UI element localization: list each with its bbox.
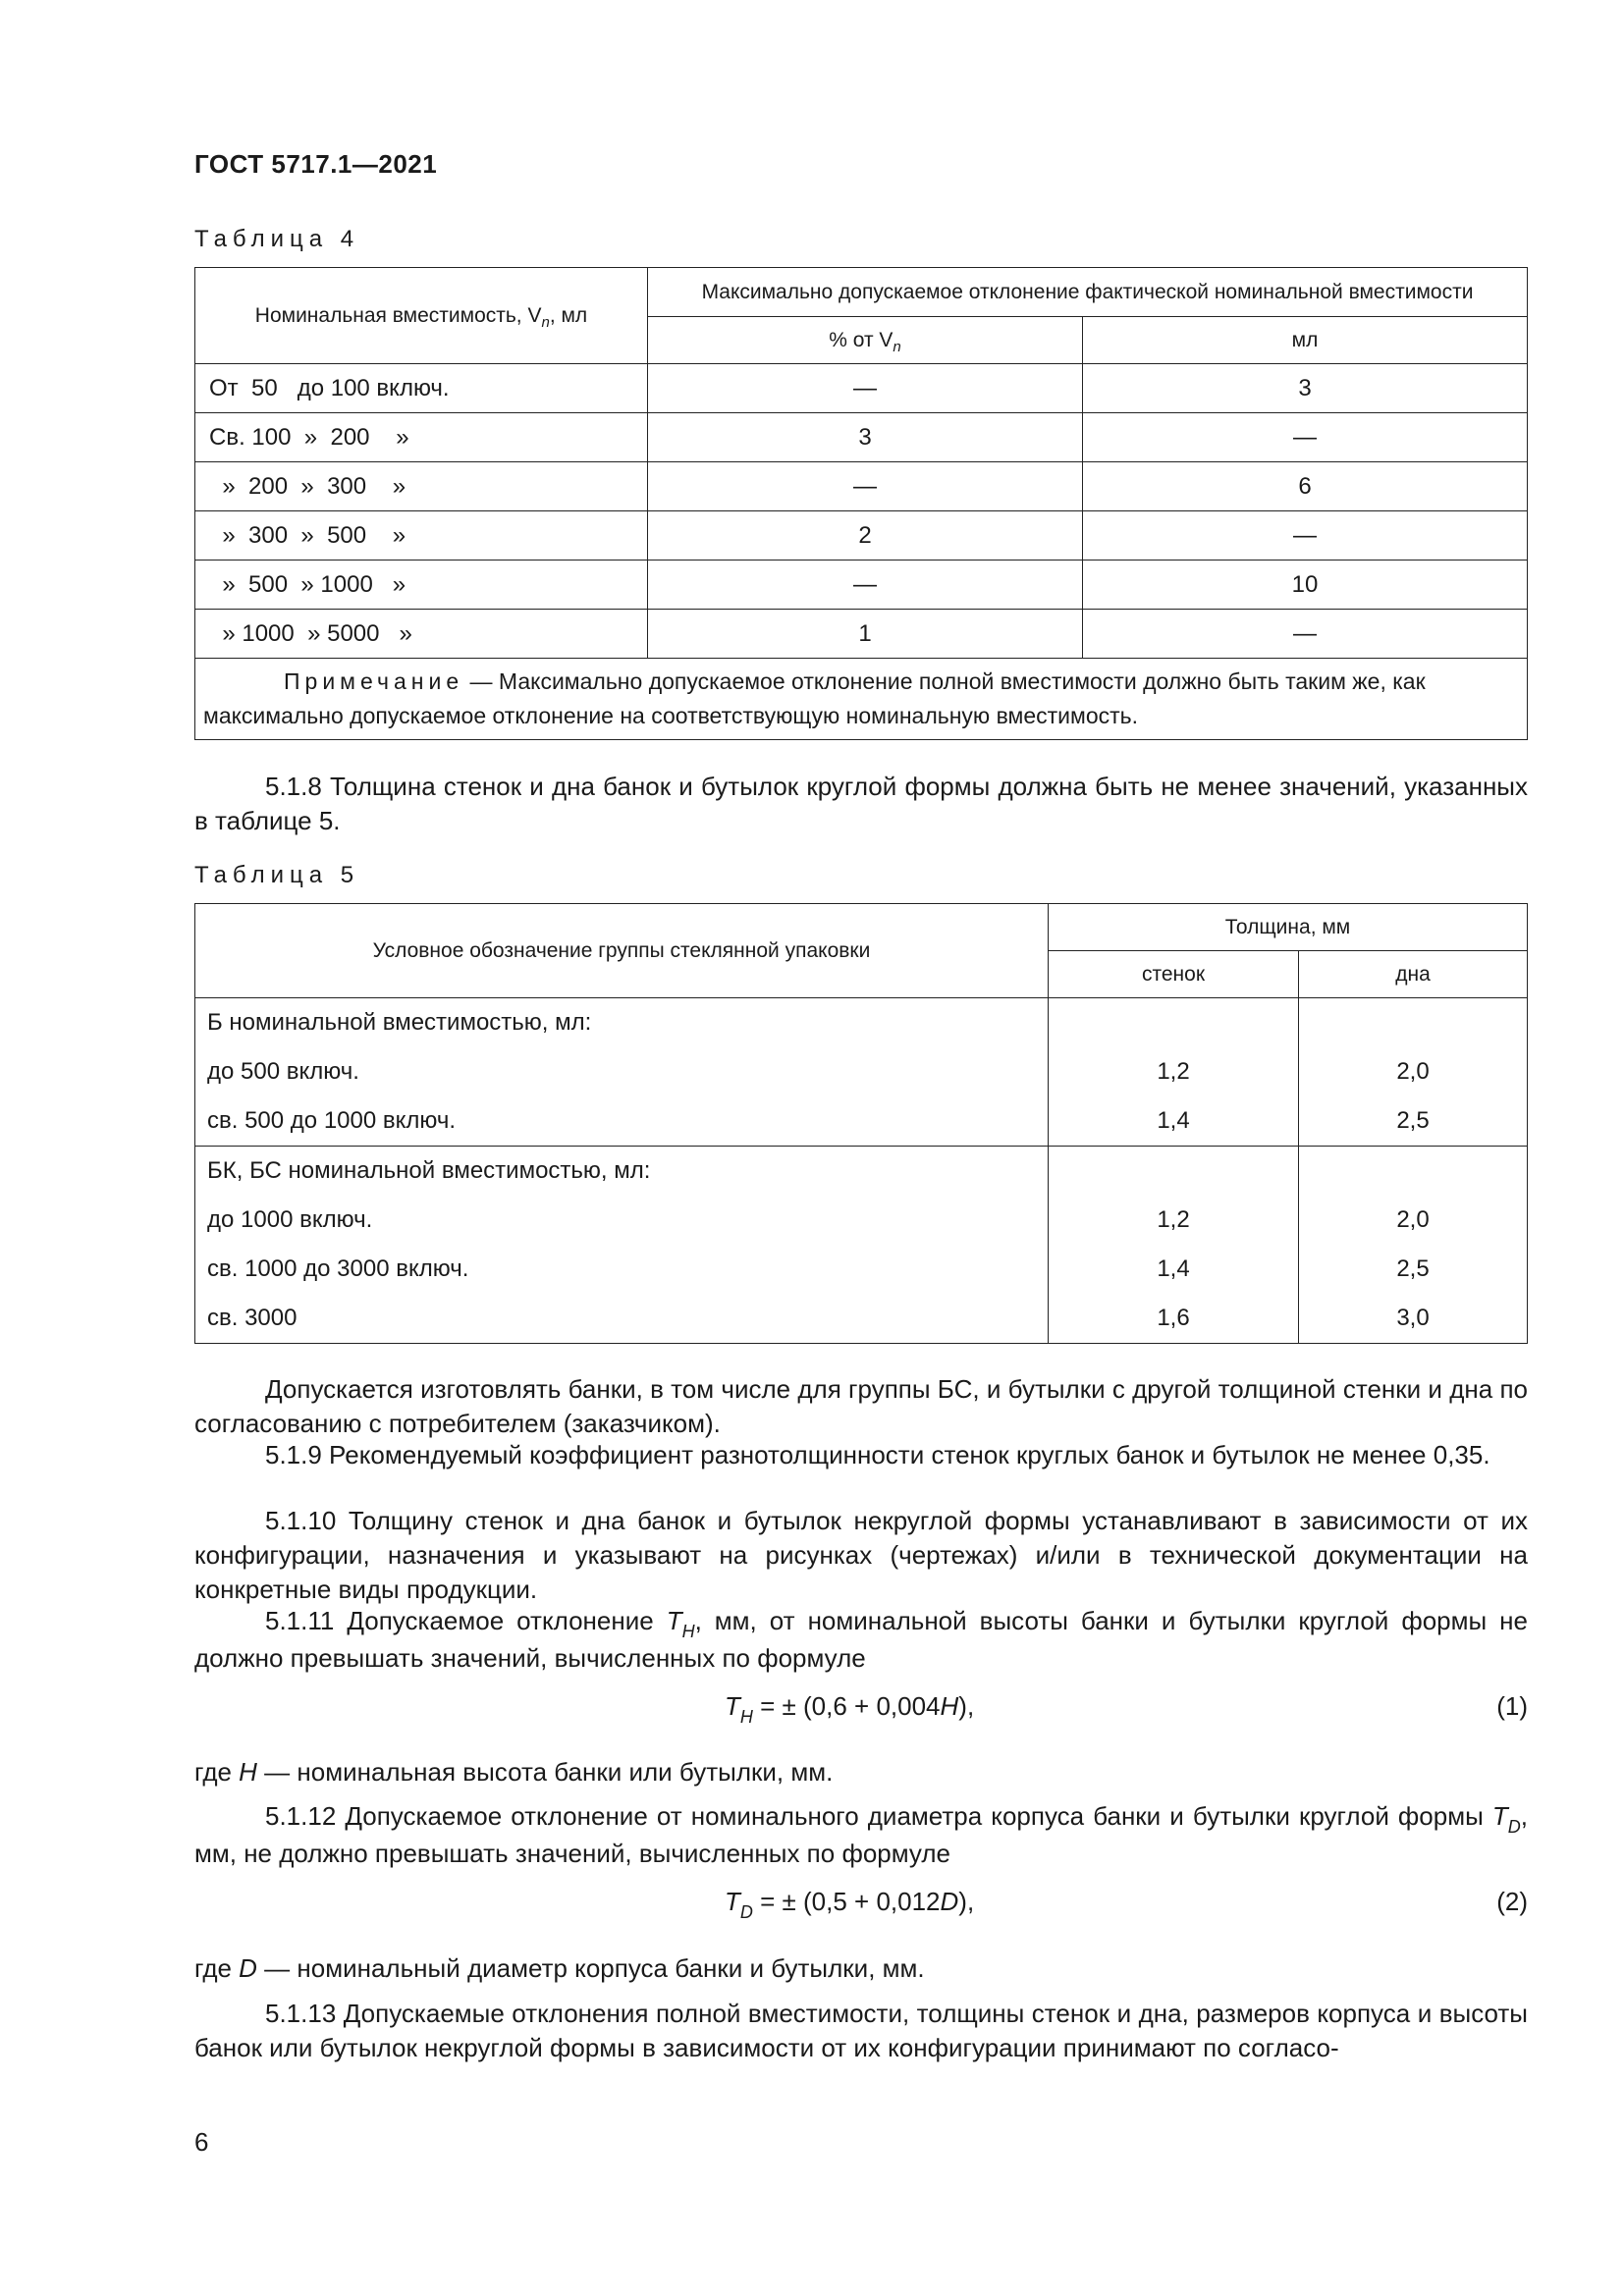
table-4-ml-cell: 10 xyxy=(1083,561,1528,610)
table-5-row-label: до 500 включ. xyxy=(207,1058,359,1085)
where-h: где H — номинальная высота банки или бутылки, мм. xyxy=(194,1757,834,1787)
table-5-caption: Таблица 5 xyxy=(194,862,360,888)
table-5-wall-value: 1,4 xyxy=(1157,1107,1190,1134)
table-4-ml-cell: — xyxy=(1083,511,1528,561)
table-5-label-cell xyxy=(195,998,1049,1147)
table-5-group xyxy=(195,1147,1528,1344)
paragraph-5-1-12: 5.1.12 Допускаемое отклонение от номинального диаметра корпуса банки и бутылки круглой формы $T_D$, мм, не должно превышать значений, вычисленных по формуле xyxy=(194,1801,1528,1868)
table-5-wall-value: 1,4 xyxy=(1157,1255,1190,1282)
table-4-col2-header: % от $V_n$ xyxy=(648,317,1083,364)
table-5-wall-cell xyxy=(1049,998,1299,1147)
table-5-col2-header: стенок xyxy=(1049,951,1299,998)
table-4-col1-header: Номинальная вместимость, $V_n$, мл xyxy=(195,268,648,364)
table-4-ml-cell: 3 xyxy=(1083,364,1528,413)
table-4-row xyxy=(195,462,1528,511)
table-4-range-cell: » 300 » 500 » xyxy=(195,511,648,561)
table-4-pct-cell: 1 xyxy=(648,610,1083,659)
table-4-row xyxy=(195,610,1528,659)
table-5-group-title: Б номинальной вместимостью, мл: xyxy=(207,1009,592,1036)
table-4-ml-cell: — xyxy=(1083,610,1528,659)
table-5-bottom-cell xyxy=(1299,1147,1528,1344)
table-5-group-header: Толщина, мм xyxy=(1049,904,1528,951)
table-4-pct-cell: — xyxy=(648,561,1083,610)
table-5-wall-value: 1,6 xyxy=(1157,1305,1190,1331)
table-4-note: Примечание — Максимально допускаемое отклонение полной вместимости должно быть таким же, как максимально допускаемое отклонение на соответствующую номинальную вместимость. xyxy=(195,659,1528,740)
table-4-row xyxy=(195,561,1528,610)
table-5-col1-header: Условное обозначение группы стеклянной упаковки xyxy=(195,904,1049,998)
table-5-label-cell xyxy=(195,1147,1049,1344)
table-4-ml-cell: — xyxy=(1083,413,1528,462)
table-5-wall-value: 1,2 xyxy=(1157,1058,1190,1085)
paragraph-5-1-11: 5.1.11 Допускаемое отклонение $T_H$, мм, от номинальной высоты банки и бутылки круглой формы не должно превышать значений, вычисленных по формуле xyxy=(194,1606,1529,1673)
page-number: 6 xyxy=(194,2127,209,2157)
formula-2: $T_D$ = ± (0,5 + 0,012D), (2) xyxy=(725,1887,1528,1922)
table-5-group-title: БК, БС номинальной вместимостью, мл: xyxy=(207,1157,651,1184)
table-5-bottom-value: 3,0 xyxy=(1396,1305,1430,1331)
table-4-range-cell: Св. 100 » 200 » xyxy=(195,413,648,462)
table-4-range-cell: » 1000 » 5000 » xyxy=(195,610,648,659)
table-4-row xyxy=(195,413,1528,462)
table-5-row-label: св. 1000 до 3000 включ. xyxy=(207,1255,469,1282)
table-4-caption: Таблица 4 xyxy=(194,226,360,252)
table-4-pct-cell: — xyxy=(648,364,1083,413)
formula-2-number: (2) xyxy=(1496,1887,1528,1916)
table-5-bottom-value: 2,5 xyxy=(1396,1255,1430,1282)
table-4-pct-cell: — xyxy=(648,462,1083,511)
paragraph-5-1-8: 5.1.8 Толщина стенок и дна банок и бутылок круглой формы должна быть не менее значений, указанных в таблице 5. xyxy=(194,772,1528,835)
table-5-bottom-value: 2,5 xyxy=(1396,1107,1430,1134)
paragraph-5-1-9: 5.1.9 Рекомендуемый коэффициент разнотолщинности стенок круглых банок и бутылок не менее 0,35. xyxy=(265,1440,1490,1469)
table-4-pct-cell: 3 xyxy=(648,413,1083,462)
table-5-bottom-value: 2,0 xyxy=(1396,1058,1430,1085)
paragraph-allowance: Допускается изготовлять банки, в том числе для группы БС, и бутылки с другой толщиной стенки и дна по согласованию с потребителем (заказчиком). xyxy=(194,1374,1528,1438)
table-5-row-label: св. 500 до 1000 включ. xyxy=(207,1107,457,1134)
table-4-range-cell: » 500 » 1000 » xyxy=(195,561,648,610)
table-5-bottom-value: 2,0 xyxy=(1396,1206,1430,1233)
table-4-ml-cell: 6 xyxy=(1083,462,1528,511)
table-4-row xyxy=(195,511,1528,561)
table-4-pct-cell: 2 xyxy=(648,511,1083,561)
table-4-group-header: Максимально допускаемое отклонение фактической номинальной вместимости xyxy=(648,268,1528,317)
formula-1-number: (1) xyxy=(1496,1691,1528,1721)
document-code: ГОСТ 5717.1—2021 xyxy=(194,149,438,179)
table-4 xyxy=(194,267,1528,740)
table-4-row xyxy=(195,364,1528,413)
formula-1: $T_H$ = ± (0,6 + 0,004H), (1) xyxy=(725,1691,1528,1727)
table-5-row-label: св. 3000 xyxy=(207,1305,298,1331)
table-5-row-label: до 1000 включ. xyxy=(207,1206,373,1233)
table-4-col3-header: мл xyxy=(1083,317,1528,364)
table-5-wall-cell xyxy=(1049,1147,1299,1344)
table-4-range-cell: » 200 » 300 » xyxy=(195,462,648,511)
where-d: где D — номинальный диаметр корпуса банки и бутылки, мм. xyxy=(194,1953,925,1983)
table-5 xyxy=(194,903,1528,1344)
table-5-col3-header: дна xyxy=(1299,951,1528,998)
paragraph-5-1-13: 5.1.13 Допускаемые отклонения полной вместимости, толщины стенок и дна, размеров корпуса и высоты банок или бутылок некруглой формы в зависимости от их конфигурации принимают по согласо- xyxy=(194,1999,1528,2062)
paragraph-5-1-10: 5.1.10 Толщину стенок и дна банок и бутылок некруглой формы устанавливают в зависимости от их конфигурации, назначения и указывают на рисунках (чертежах) и/или в технической документации на конкретные виды продукции. xyxy=(194,1506,1528,1604)
table-5-bottom-cell xyxy=(1299,998,1528,1147)
table-5-group xyxy=(195,998,1528,1147)
table-4-range-cell: От 50 до 100 включ. xyxy=(195,364,648,413)
table-5-wall-value: 1,2 xyxy=(1157,1206,1190,1233)
